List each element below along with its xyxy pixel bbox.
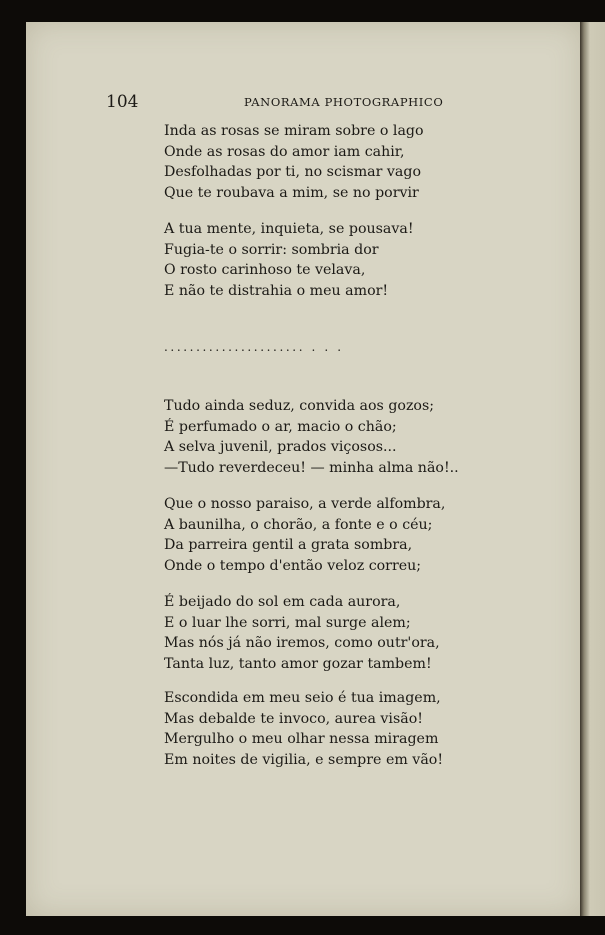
verse-line: Fugia-te o sorrir: sombria dor — [164, 241, 379, 258]
section-separator: ...................... . . . — [164, 340, 344, 354]
book-page — [26, 22, 582, 916]
verse-line: Escondida em meu seio é tua imagem, — [164, 690, 441, 706]
stanza-3 — [164, 396, 459, 478]
page-number: 104 — [106, 92, 139, 112]
verse-line: E o luar lhe sorri, mal surge alem; — [164, 614, 411, 631]
verse-line: A baunilha, o chorão, a fonte e o céu; — [164, 516, 433, 533]
verse-line: Inda as rosas se miram sobre o lago — [164, 123, 424, 139]
verse-line: A tua mente, inquieta, se pousava! — [164, 221, 414, 237]
verse-line: Da parreira gentil a grata sombra, — [164, 537, 413, 553]
verse-line: Onde o tempo d'então veloz correu; — [164, 557, 422, 574]
stanza-6 — [164, 688, 443, 770]
verse-line: —Tudo reverdeceu! — minha alma não!.. — [164, 459, 459, 476]
verse-line: Desfolhadas por ti, no scismar vago — [164, 164, 422, 180]
running-title: PANORAMA PHOTOGRAPHICO — [244, 95, 444, 109]
verse-line: Onde as rosas do amor iam cahir, — [164, 143, 405, 160]
verse-line: Tanta luz, tanto amor gozar tambem! — [164, 655, 432, 672]
stanza-5 — [164, 592, 440, 674]
verse-line: Mas debalde te invoco, aurea visão! — [164, 710, 423, 727]
page-header — [106, 92, 566, 112]
verse-line: O rosto carinhoso te velava, — [164, 262, 366, 278]
verse-line: Que o nosso paraiso, a verde alfombra, — [164, 496, 446, 512]
stanza-4 — [164, 494, 445, 576]
verse-line: É beijado do sol em cada aurora, — [164, 594, 401, 610]
verse-line: Mergulho o meu olhar nessa miragem — [164, 731, 439, 747]
stanza-2 — [164, 219, 414, 301]
verse-line: Tudo ainda seduz, convida aos gozos; — [164, 398, 435, 414]
verse-line: Em noites de vigilia, e sempre em vão! — [164, 751, 444, 768]
verse-line: A selva juvenil, prados viçosos... — [164, 439, 397, 455]
adjacent-page-edge — [580, 22, 605, 916]
stanza-1 — [164, 121, 424, 203]
verse-line: Que te roubava a mim, se no porvir — [164, 184, 419, 201]
verse-line: É perfumado o ar, macio o chão; — [164, 418, 397, 435]
verse-line: E não te distrahia o meu amor! — [164, 282, 389, 299]
verse-line: Mas nós já não iremos, como outr'ora, — [164, 635, 440, 651]
